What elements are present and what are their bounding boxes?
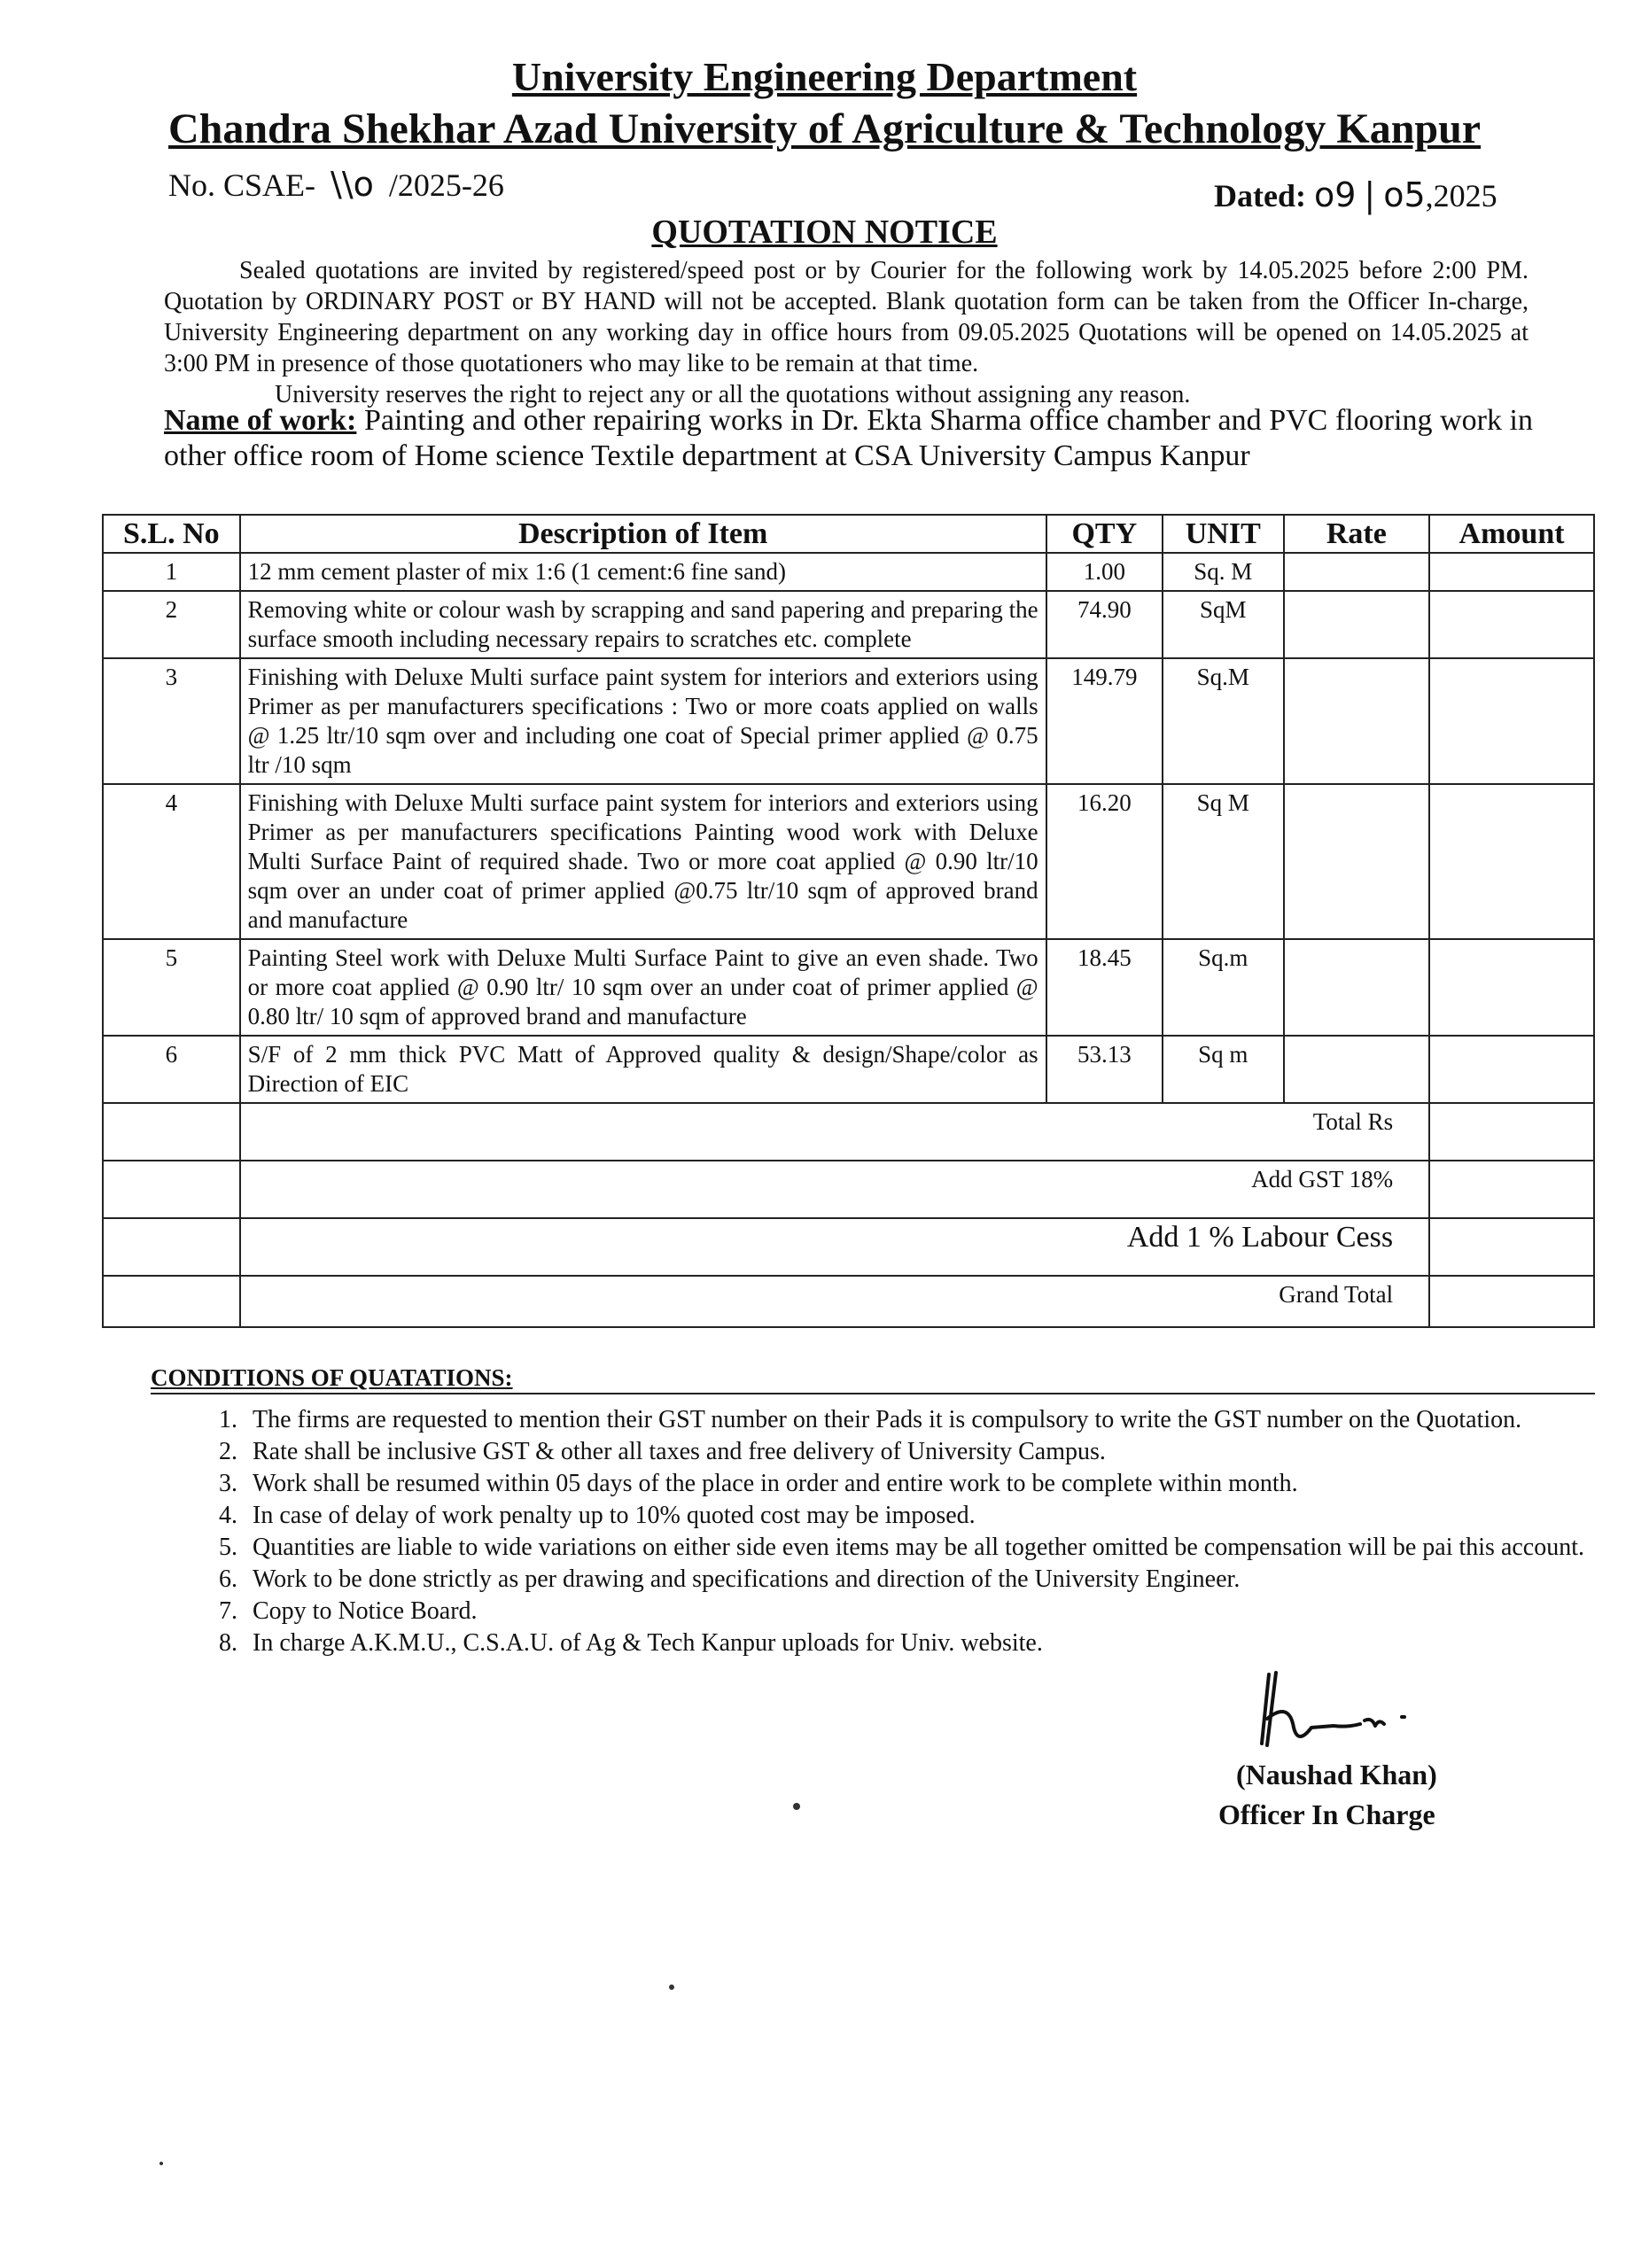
row-description: 12 mm cement plaster of mix 1:6 (1 cement:6 fine sand) — [240, 553, 1046, 591]
condition-item: 1. The firms are requested to mention their GST number on their Pads it is compulsory to write the GST number on the Quotation. — [244, 1404, 1626, 1436]
summary-blank — [103, 1161, 240, 1218]
condition-item: 4. In case of delay of work penalty up to 10% quoted cost may be imposed. — [244, 1500, 1626, 1532]
row-amount-blank — [1429, 784, 1594, 939]
row-rate-blank — [1284, 553, 1430, 591]
row-unit: Sq. M — [1163, 553, 1283, 591]
reference-suffix: /2025-26 — [388, 167, 504, 203]
summary-row-grand-total — [103, 1276, 1594, 1327]
row-description: Painting Steel work with Deluxe Multi Surface Paint to give an even shade. Two or more coat applied @ 0.90 ltr/ 10 sqm over an under coat of primer applied @ 0.80 ltr/ 10 sqm of approved brand and manufacture — [240, 939, 1046, 1036]
reserve-right-text: University reserves the right to reject any or all the quotations without assigning any reason. — [275, 381, 1191, 408]
name-of-work — [164, 403, 1533, 474]
conditions-title: CONDITIONS OF QUATATIONS: — [151, 1364, 513, 1391]
grand-total-amount-blank — [1429, 1276, 1594, 1327]
department-title: University Engineering Department — [511, 54, 1138, 99]
reference-prefix: No. CSAE- — [168, 167, 316, 203]
row-sl: 2 — [103, 591, 240, 658]
cess-amount-blank — [1429, 1218, 1594, 1276]
row-description: Finishing with Deluxe Multi surface paint system for interiors and exteriors using Primer as per manufacturers specifications : Two or more coats applied on walls @ 1.25 ltr/10 sqm over and including one coat of Special primer applied @ 0.75 ltr /10 sqm — [240, 658, 1046, 784]
header-sl: S.L. No — [103, 515, 240, 553]
row-qty: 149.79 — [1046, 658, 1163, 784]
row-sl: 5 — [103, 939, 240, 1036]
row-amount-blank — [1429, 658, 1594, 784]
table-row — [103, 658, 1594, 784]
row-rate-blank — [1284, 591, 1430, 658]
row-amount-blank — [1429, 939, 1594, 1036]
row-amount-blank — [1429, 1036, 1594, 1103]
summary-blank — [103, 1103, 240, 1161]
row-description: Removing white or colour wash by scrapping and sand papering and preparing the surface smooth including necessary repairs to scratches etc. complete — [240, 591, 1046, 658]
dated-month: o5 — [1383, 175, 1426, 214]
conditions-divider — [151, 1393, 1595, 1394]
total-amount-blank — [1429, 1103, 1594, 1161]
table-header-row — [103, 515, 1594, 553]
row-qty: 18.45 — [1046, 939, 1163, 1036]
header-amount: Amount — [1429, 515, 1594, 553]
row-rate-blank — [1284, 784, 1430, 939]
signatory-name: (Naushad Khan) — [1236, 1759, 1437, 1790]
dated-separator: | — [1364, 175, 1376, 214]
row-qty: 16.20 — [1046, 784, 1163, 939]
condition-item: 6. Work to be done strictly as per drawing and specifications and direction of the University Engineer. — [244, 1564, 1626, 1596]
summary-row-total — [103, 1103, 1594, 1161]
table-row — [103, 591, 1594, 658]
condition-item: 5. Quantities are liable to wide variations on either side even items may be all together omitted be compensation will be pai this account. — [244, 1532, 1626, 1564]
table-row — [103, 553, 1594, 591]
row-amount-blank — [1429, 591, 1594, 658]
summary-row-cess — [103, 1218, 1594, 1276]
summary-row-gst — [103, 1161, 1594, 1218]
grand-total-label: Grand Total — [240, 1276, 1429, 1327]
work-label: Name of work: — [164, 404, 357, 437]
row-sl: 4 — [103, 784, 240, 939]
items-table — [102, 514, 1595, 1328]
row-unit: Sq.M — [1163, 658, 1283, 784]
row-rate-blank — [1284, 939, 1430, 1036]
row-rate-blank — [1284, 1036, 1430, 1103]
signatory-designation: Officer In Charge — [1218, 1798, 1435, 1830]
dated-year: ,2025 — [1425, 178, 1497, 214]
row-unit: Sq M — [1163, 784, 1283, 939]
labour-cess-label: Add 1 % Labour Cess — [240, 1218, 1429, 1276]
row-rate-blank — [1284, 658, 1430, 784]
table-row — [103, 1036, 1594, 1103]
gst-amount-blank — [1429, 1161, 1594, 1218]
dated-line — [1214, 175, 1497, 214]
reference-number — [168, 165, 504, 204]
row-qty: 53.13 — [1046, 1036, 1163, 1103]
scan-speck — [159, 2162, 163, 2165]
total-label: Total Rs — [240, 1103, 1429, 1161]
row-sl: 3 — [103, 658, 240, 784]
table-row — [103, 939, 1594, 1036]
row-unit: Sq m — [1163, 1036, 1283, 1103]
university-title: Chandra Shekhar Azad University of Agriculture & Technology Kanpur — [168, 105, 1482, 152]
reference-handwritten-number: \\o — [331, 165, 374, 204]
conditions-list — [186, 1404, 1626, 1659]
work-text: Painting and other repairing works in Dr. Ekta Sharma office chamber and PVC flooring work in other office room of Home science Textile department at CSA University Campus Kanpur — [164, 404, 1533, 472]
gst-label: Add GST 18% — [240, 1161, 1429, 1218]
row-sl: 6 — [103, 1036, 240, 1103]
summary-blank — [103, 1218, 240, 1276]
row-qty: 74.90 — [1046, 591, 1163, 658]
row-description: S/F of 2 mm thick PVC Matt of Approved quality & design/Shape/color as Direction of EIC — [240, 1036, 1046, 1103]
scan-speck — [669, 1984, 674, 1990]
row-sl: 1 — [103, 553, 240, 591]
header-qty: QTY — [1046, 515, 1163, 553]
handwritten-signature — [1249, 1666, 1427, 1754]
dated-day: o9 — [1313, 175, 1357, 214]
header-unit: UNIT — [1163, 515, 1283, 553]
dated-label: Dated: — [1214, 178, 1306, 214]
row-amount-blank — [1429, 553, 1594, 591]
condition-item: 8. In charge A.K.M.U., C.S.A.U. of Ag & Tech Kanpur uploads for Univ. website. — [244, 1627, 1626, 1659]
header-description: Description of Item — [240, 515, 1046, 553]
intro-paragraph-block — [164, 255, 1528, 410]
header-rate: Rate — [1284, 515, 1430, 553]
row-description: Finishing with Deluxe Multi surface paint system for interiors and exteriors using Primer as per manufacturers specifications Painting wood work with Deluxe Multi Surface Paint of required shade. Two or more coat applied @ 0.90 ltr/10 sqm over an under coat of primer applied @0.75 ltr/10 sqm of approved brand and manufacture — [240, 784, 1046, 939]
intro-paragraph: Sealed quotations are invited by registered/speed post or by Courier for the following work by 14.05.2025 before 2:00 PM. Quotation by ORDINARY POST or BY HAND will not be accepted. Blank quotation form can be taken from the Officer In-charge, University Engineering department on any working day in office hours from 09.05.2025 Quotations will be opened on 14.05.2025 at 3:00 PM in presence of those quotationers who may like to be remain at that time. — [164, 257, 1528, 377]
scan-speck — [793, 1803, 800, 1810]
summary-blank — [103, 1276, 240, 1327]
condition-item: 3. Work shall be resumed within 05 days of the place in order and entire work to be complete within month. — [244, 1468, 1626, 1500]
table-row — [103, 784, 1594, 939]
row-unit: Sq.m — [1163, 939, 1283, 1036]
notice-title: QUOTATION NOTICE — [651, 214, 998, 251]
condition-item: 7. Copy to Notice Board. — [244, 1596, 1626, 1627]
row-qty: 1.00 — [1046, 553, 1163, 591]
row-unit: SqM — [1163, 591, 1283, 658]
condition-item: 2. Rate shall be inclusive GST & other all taxes and free delivery of University Campus. — [244, 1436, 1626, 1468]
